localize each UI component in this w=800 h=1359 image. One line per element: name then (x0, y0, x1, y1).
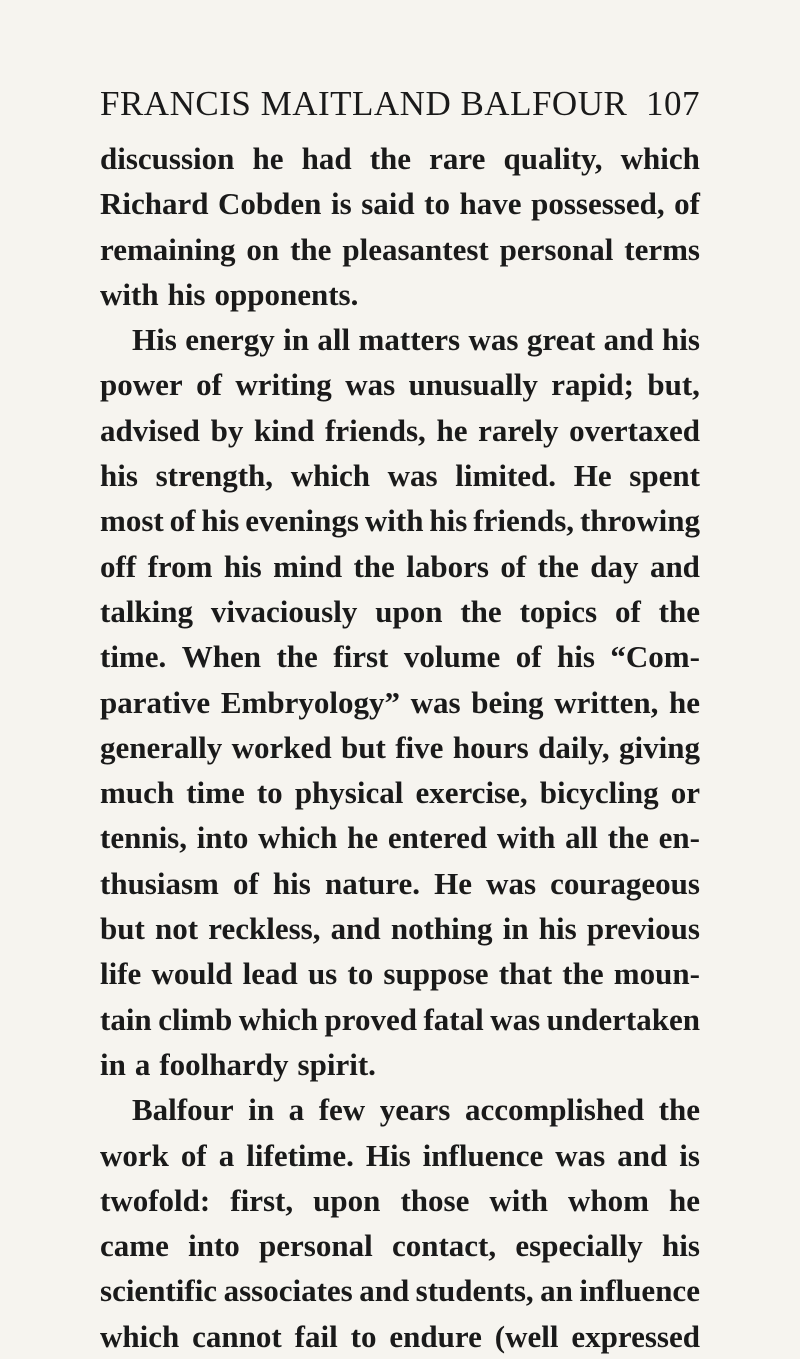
word: which (258, 820, 338, 856)
word: was (490, 1001, 541, 1037)
word: he (347, 820, 379, 856)
word: few (318, 1092, 366, 1128)
word: to (350, 1318, 377, 1354)
word: life (100, 956, 142, 992)
word: which (238, 1001, 318, 1037)
text-line (100, 227, 700, 272)
word: the (607, 820, 649, 856)
word: worked (231, 729, 332, 765)
word: power (100, 367, 183, 403)
word: hours (452, 729, 529, 765)
word: the (562, 956, 604, 992)
text-line (100, 725, 700, 770)
word: on (246, 231, 280, 267)
word: tennis, (100, 820, 187, 856)
word: giving (619, 729, 700, 765)
text-line (100, 362, 700, 407)
word: especially (515, 1228, 643, 1264)
word: but (100, 911, 145, 947)
word: physical (294, 775, 404, 811)
text-line (100, 815, 700, 860)
word: Richard (100, 186, 209, 222)
word: his (167, 276, 206, 312)
running-head-title: FRANCIS MAITLAND BALFOUR (100, 84, 628, 123)
word: climb (158, 1001, 233, 1037)
word: personal (499, 231, 614, 267)
word: his (272, 865, 311, 901)
word: in (248, 1092, 275, 1128)
word: parative (100, 684, 211, 720)
text-line (100, 1087, 700, 1132)
text-line (100, 544, 700, 589)
word: proved (324, 1001, 417, 1037)
word: spent (629, 458, 700, 494)
word: advised (100, 412, 200, 448)
word: accomplished (464, 1092, 645, 1128)
word: but (340, 729, 386, 765)
word: his (201, 503, 240, 539)
word: all (565, 820, 598, 856)
word: moun- (613, 956, 700, 992)
word: writing (235, 367, 332, 403)
word: twofold: (100, 1182, 211, 1218)
text-line (100, 1223, 700, 1268)
word: much (100, 775, 175, 811)
word: which (290, 458, 370, 494)
word: great (526, 322, 596, 358)
word: time (186, 775, 245, 811)
word: being (471, 684, 544, 720)
word: lead (242, 956, 298, 992)
word: five (395, 729, 444, 765)
text-line (100, 589, 700, 634)
word: strength, (155, 458, 274, 494)
text-line (100, 906, 700, 951)
word: throwing (579, 503, 700, 539)
word: rarely (478, 412, 559, 448)
word: His (132, 322, 177, 358)
word: with (364, 503, 424, 539)
word: evenings (245, 503, 359, 539)
word: said (361, 186, 415, 222)
word: terms (624, 231, 700, 267)
word: scientific (100, 1273, 218, 1309)
word: bicycling (539, 775, 659, 811)
word: his (538, 911, 577, 947)
word: to (347, 956, 374, 992)
word: Cobden (218, 186, 322, 222)
word: quality, (503, 141, 603, 176)
word: the (276, 639, 318, 675)
word: daily, (538, 729, 610, 765)
word: influence (422, 1137, 544, 1173)
word: previous (586, 911, 700, 947)
word: unusually (408, 367, 538, 403)
word: his (662, 1228, 700, 1264)
word: was (486, 865, 537, 901)
word: exercise, (415, 775, 528, 811)
word: to (256, 775, 283, 811)
word: his (100, 458, 138, 494)
word: day (590, 548, 639, 584)
word: his (661, 322, 700, 358)
word: which (100, 1318, 180, 1354)
word: with (100, 276, 159, 312)
word: in (283, 322, 309, 358)
word: friends, (473, 503, 575, 539)
word: discussion (100, 141, 235, 176)
text-line (100, 181, 700, 226)
word: expressed (571, 1318, 700, 1354)
word: possessed, (531, 186, 665, 222)
word: came (100, 1228, 169, 1264)
word: with (489, 1182, 548, 1218)
text-line (100, 680, 700, 725)
word: he (436, 412, 468, 448)
word: labors (406, 548, 489, 584)
word: vivaciously (210, 593, 358, 629)
word: the (658, 1092, 700, 1128)
word: he (669, 684, 700, 720)
word: of (180, 1137, 207, 1173)
word: fatal (423, 1001, 484, 1037)
word: which (620, 141, 700, 176)
page-number: 107 (646, 84, 700, 123)
word: a (134, 1046, 151, 1082)
word: most (100, 503, 164, 539)
word: lifetime. (246, 1137, 354, 1173)
text-line (100, 136, 700, 181)
text-line (100, 1042, 700, 1087)
word: He (434, 865, 472, 901)
word: (well (494, 1318, 559, 1354)
word: have (459, 186, 522, 222)
word: in (502, 911, 529, 947)
word: was (387, 458, 438, 494)
word: time. (100, 639, 167, 675)
word: in (100, 1046, 126, 1082)
word: was (410, 684, 461, 720)
word: an (540, 1273, 573, 1309)
word: undertaken (546, 1001, 700, 1037)
word: first (333, 639, 389, 675)
word: suppose (383, 956, 489, 992)
word: his (557, 639, 595, 675)
word: the (537, 548, 579, 584)
word: the (290, 231, 332, 267)
word: When (181, 639, 261, 675)
word: upon (313, 1182, 381, 1218)
word: into (196, 820, 249, 856)
word: of (500, 548, 527, 584)
text-line (100, 951, 700, 996)
word: energy (185, 322, 275, 358)
word: with (496, 820, 556, 856)
word: of (196, 367, 222, 403)
word: reckless, (208, 911, 321, 947)
word: the (369, 141, 412, 176)
text-line (100, 770, 700, 815)
word: was (468, 322, 519, 358)
word: of (169, 503, 196, 539)
word: he (669, 1182, 700, 1218)
text-line (100, 997, 700, 1042)
word: nothing (390, 911, 493, 947)
text-line (100, 453, 700, 498)
word: generally (100, 729, 223, 765)
word: personal (259, 1228, 373, 1264)
word: he (252, 141, 284, 176)
word: nature. (324, 865, 420, 901)
word: and (649, 548, 700, 584)
word: and (359, 1273, 410, 1309)
word: off (100, 548, 137, 584)
word: “Com- (610, 639, 700, 675)
word: endure (389, 1318, 482, 1354)
word: students, (415, 1273, 534, 1309)
word: first, (230, 1182, 294, 1218)
text-line (100, 1314, 700, 1359)
word: courageous (550, 865, 700, 901)
word: overtaxed (569, 412, 700, 448)
body-text (100, 136, 700, 1359)
word: remaining (100, 231, 236, 267)
word: matters (358, 322, 461, 358)
word: foolhardy (159, 1046, 289, 1082)
word: and (603, 322, 654, 358)
word: had (301, 141, 352, 176)
word: en- (658, 820, 700, 856)
word: fail (294, 1318, 338, 1354)
word: topics (519, 593, 598, 629)
word: and (617, 1137, 668, 1173)
word: but, (647, 367, 700, 403)
text-line (100, 1268, 700, 1313)
word: cannot (192, 1318, 282, 1354)
word: Balfour (132, 1092, 234, 1128)
word: those (400, 1182, 470, 1218)
word: volume (403, 639, 501, 675)
text-line (100, 408, 700, 453)
word: is (330, 186, 352, 222)
running-head (100, 82, 700, 126)
word: tain (100, 1001, 152, 1037)
word: mind (273, 548, 343, 584)
word: spirit. (297, 1046, 376, 1082)
word: influence (579, 1273, 700, 1309)
word: into (188, 1228, 240, 1264)
word: written, (554, 684, 659, 720)
word: would (151, 956, 233, 992)
word: His (365, 1137, 411, 1173)
word: friends, (325, 412, 426, 448)
text-line (100, 861, 700, 906)
word: rare (429, 141, 486, 176)
word: entered (387, 820, 488, 856)
word: upon (375, 593, 443, 629)
word: limited. (455, 458, 557, 494)
word: was (555, 1137, 606, 1173)
word: or (670, 775, 700, 811)
word: the (353, 548, 395, 584)
word: his (429, 503, 468, 539)
word: the (658, 593, 700, 629)
text-line (100, 272, 700, 317)
text-line (100, 498, 700, 543)
word: of (232, 865, 259, 901)
word: work (100, 1137, 169, 1173)
word: of (515, 639, 542, 675)
word: not (155, 911, 199, 947)
text-line (100, 1178, 700, 1223)
word: the (460, 593, 502, 629)
text-line (100, 1133, 700, 1178)
word: years (379, 1092, 451, 1128)
word: was (345, 367, 396, 403)
word: all (317, 322, 351, 358)
word: pleasantest (342, 231, 489, 267)
word: opponents. (214, 276, 359, 312)
word: talking (100, 593, 194, 629)
word: to (424, 186, 450, 222)
word: of (614, 593, 641, 629)
text-line (100, 317, 700, 362)
word: and (330, 911, 381, 947)
word: contact, (391, 1228, 497, 1264)
word: associates (223, 1273, 353, 1309)
word: thusiasm (100, 865, 219, 901)
word: us (307, 956, 338, 992)
word: of (674, 186, 700, 222)
word: kind (254, 412, 315, 448)
word: rapid; (551, 367, 634, 403)
word: Embryology” (220, 684, 400, 720)
word: a (218, 1137, 235, 1173)
word: whom (568, 1182, 649, 1218)
word: a (288, 1092, 305, 1128)
word: by (210, 412, 244, 448)
word: that (498, 956, 553, 992)
word: is (679, 1137, 700, 1173)
word: from (147, 548, 213, 584)
word: his (223, 548, 262, 584)
text-line (100, 634, 700, 679)
word: He (573, 458, 612, 494)
